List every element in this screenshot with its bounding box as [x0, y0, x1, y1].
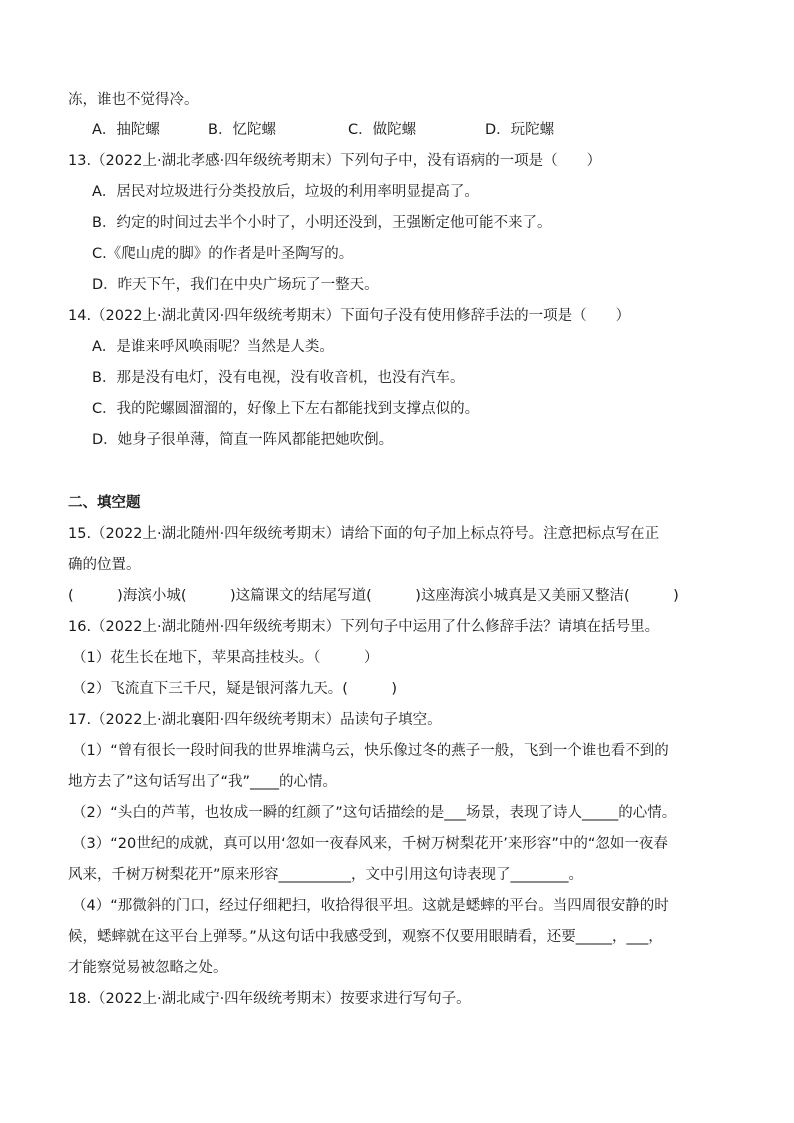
- q17-item-1-line2: 地方去了”这句话写出了“我”____的心情。: [68, 774, 338, 790]
- q13-option-c: C.《爬山虎的脚》的作者是叶圣陶写的。: [92, 246, 354, 262]
- q14-option-d: D．她身子很单薄，简直一阵风都能把她吹倒。: [92, 432, 394, 448]
- q12-option-b: B．忆陀螺: [208, 122, 276, 138]
- q14-option-c: C．我的陀螺圆溜溜的，好像上下左右都能找到支撑点似的。: [92, 401, 480, 417]
- q14-stem: 14.（2022上·湖北黄冈·四年级统考期末）下面句子没有使用修辞手法的一项是（ ）: [68, 308, 631, 324]
- q17-stem: 17.（2022上·湖北襄阳·四年级统考期末）品读句子填空。: [68, 712, 442, 728]
- q12-continuation: 冻，谁也不觉得冷。: [68, 92, 199, 108]
- q14-option-b: B．那是没有电灯，没有电视，没有收音机，也没有汽车。: [92, 370, 465, 386]
- q15-stem-line2: 确的位置。: [68, 557, 141, 573]
- q15-stem-line1: 15.（2022上·湖北随州·四年级统考期末）请给下面的句子加上标点符号。注意把标点写在正: [68, 526, 660, 542]
- q12-option-a: A．抽陀螺: [92, 122, 160, 138]
- q15-sentence: ( )海滨小城( )这篇课文的结尾写道( )这座海滨小城真是又美丽又整洁( ): [68, 588, 679, 604]
- q12-option-d: D．玩陀螺: [485, 122, 555, 138]
- q17-item-4-line1: （4）“那微斜的门口，经过仔细耙扫，收拾得很平坦。这就是蟋蟀的平台。当四周很安静的时: [72, 898, 669, 914]
- q17-item-4-line3: 才能察觉易被忽略之处。: [68, 960, 228, 976]
- q17-item-4-line2: 候，蟋蟀就在这平台上弹琴。”从这句话中我感受到，观察不仅要用眼睛看，还要_____，___，: [68, 929, 663, 945]
- q13-option-a: A．居民对垃圾进行分类投放后，垃圾的利用率明显提高了。: [92, 184, 479, 200]
- q14-option-a: A．是谁来呼风唤雨呢？当然是人类。: [92, 339, 334, 355]
- q17-item-3-line1: （3）“20世纪的成就，真可以用‘忽如一夜春风来，千树万树梨花开’来形容”中的“忽如一夜春: [72, 836, 668, 852]
- q13-option-d: D．昨天下午，我们在中央广场玩了一整天。: [92, 277, 379, 293]
- q12-option-c: C．做陀螺: [348, 122, 417, 138]
- q17-item-1-line1: （1）“曾有很长一段时间我的世界堆满乌云，快乐像过冬的燕子一般，飞到一个谁也看不到的: [72, 743, 669, 759]
- q17-item-2: （2）“头白的芦苇，也妆成一瞬的红颜了”这句话描绘的是___场景，表现了诗人_____的心情。: [72, 805, 677, 821]
- q16-stem: 16.（2022上·湖北随州·四年级统考期末）下列句子中运用了什么修辞手法？请填在括号里。: [68, 619, 660, 635]
- q18-stem: 18.（2022上·湖北咸宁·四年级统考期末）按要求进行写句子。: [68, 991, 471, 1007]
- q13-stem: 13.（2022上·湖北孝感·四年级统考期末）下列句子中，没有语病的一项是（ ）: [68, 153, 602, 169]
- q17-item-3-line2: 风来，千树万树梨花开”原来形容__________，文中引用这句诗表现了________。: [68, 867, 584, 883]
- q16-item-1: （1）花生长在地下，苹果高挂枝头。（ ）: [72, 650, 379, 666]
- section-heading-fill-in: 二、填空题: [68, 495, 141, 511]
- q16-item-2: （2）飞流直下三千尺，疑是银河落九天。( ): [72, 681, 398, 697]
- q13-option-b: B．约定的时间过去半个小时了，小明还没到，王强断定他可能不来了。: [92, 215, 552, 231]
